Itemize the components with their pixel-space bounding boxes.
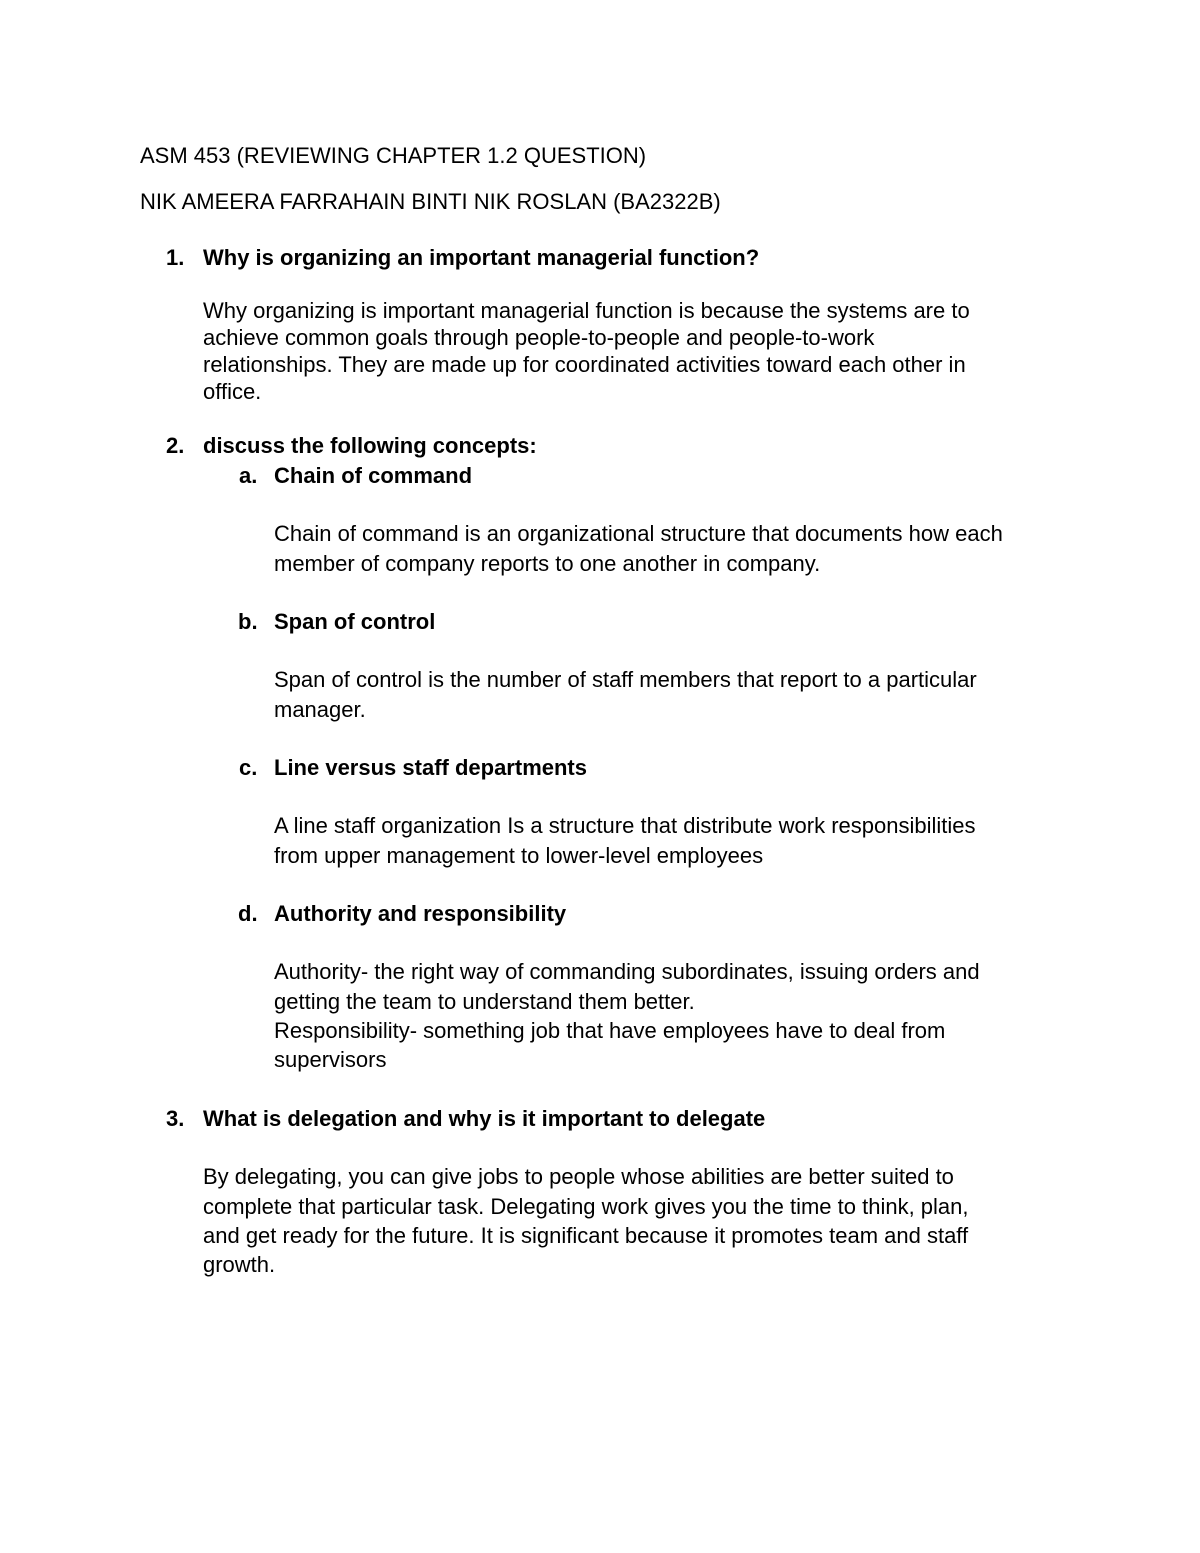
concept-b-title: Span of control (274, 609, 436, 634)
concept-a-title: Chain of command (274, 463, 473, 488)
concept-c-title: Line versus staff departments (274, 755, 587, 780)
concept-b-letter: b. (238, 609, 258, 634)
concept-c-answer-line: A line staff organization Is a structure that distribute work responsibilities (274, 813, 976, 838)
answer-3-line: By delegating, you can give jobs to people whose abilities are better suited to (203, 1164, 954, 1189)
answer-3-line: complete that particular task. Delegating work gives you the time to think, plan, (203, 1194, 969, 1219)
concept-d-answer-line: getting the team to understand them better. (274, 989, 695, 1014)
concept-d-title: Authority and responsibility (274, 901, 567, 926)
concept-d-letter: d. (238, 901, 258, 926)
concept-d-answer-line: Responsibility- something job that have employees have to deal from (274, 1018, 946, 1043)
answer-3-line: growth. (203, 1252, 276, 1277)
concept-b-answer-line: Span of control is the number of staff members that report to a particular (274, 667, 977, 692)
concept-d-answer-line: supervisors (274, 1047, 387, 1072)
answer-1-line: office. (203, 379, 262, 404)
concept-a-answer-line: Chain of command is an organizational structure that documents how each (274, 521, 1003, 546)
answer-3-line: and get ready for the future. It is significant because it promotes team and staff (203, 1223, 969, 1248)
question-1-text: Why is organizing an important managerial function? (203, 245, 760, 270)
concept-c-letter: c. (239, 755, 258, 780)
concept-d-answer-line: Authority- the right way of commanding subordinates, issuing orders and (274, 959, 980, 984)
question-2-text: discuss the following concepts: (203, 433, 537, 458)
concept-b-answer-line: manager. (274, 697, 366, 722)
question-1-number: 1. (166, 245, 185, 270)
question-3-text: What is delegation and why is it important to delegate (203, 1106, 766, 1131)
concept-a-answer-line: member of company reports to one another in company. (274, 551, 821, 576)
answer-1-line: achieve common goals through people-to-people and people-to-work (203, 325, 875, 350)
question-2-number: 2. (166, 433, 185, 458)
course-title: ASM 453 (REVIEWING CHAPTER 1.2 QUESTION) (140, 143, 647, 168)
concept-c-answer-line: from upper management to lower-level employees (274, 843, 764, 868)
question-3-number: 3. (166, 1106, 185, 1131)
answer-1-line: Why organizing is important managerial function is because the systems are to (203, 298, 970, 323)
concept-a-letter: a. (239, 463, 258, 488)
student-name: NIK AMEERA FARRAHAIN BINTI NIK ROSLAN (BA2322B) (140, 189, 721, 214)
answer-1-line: relationships. They are made up for coordinated activities toward each other in (203, 352, 966, 377)
